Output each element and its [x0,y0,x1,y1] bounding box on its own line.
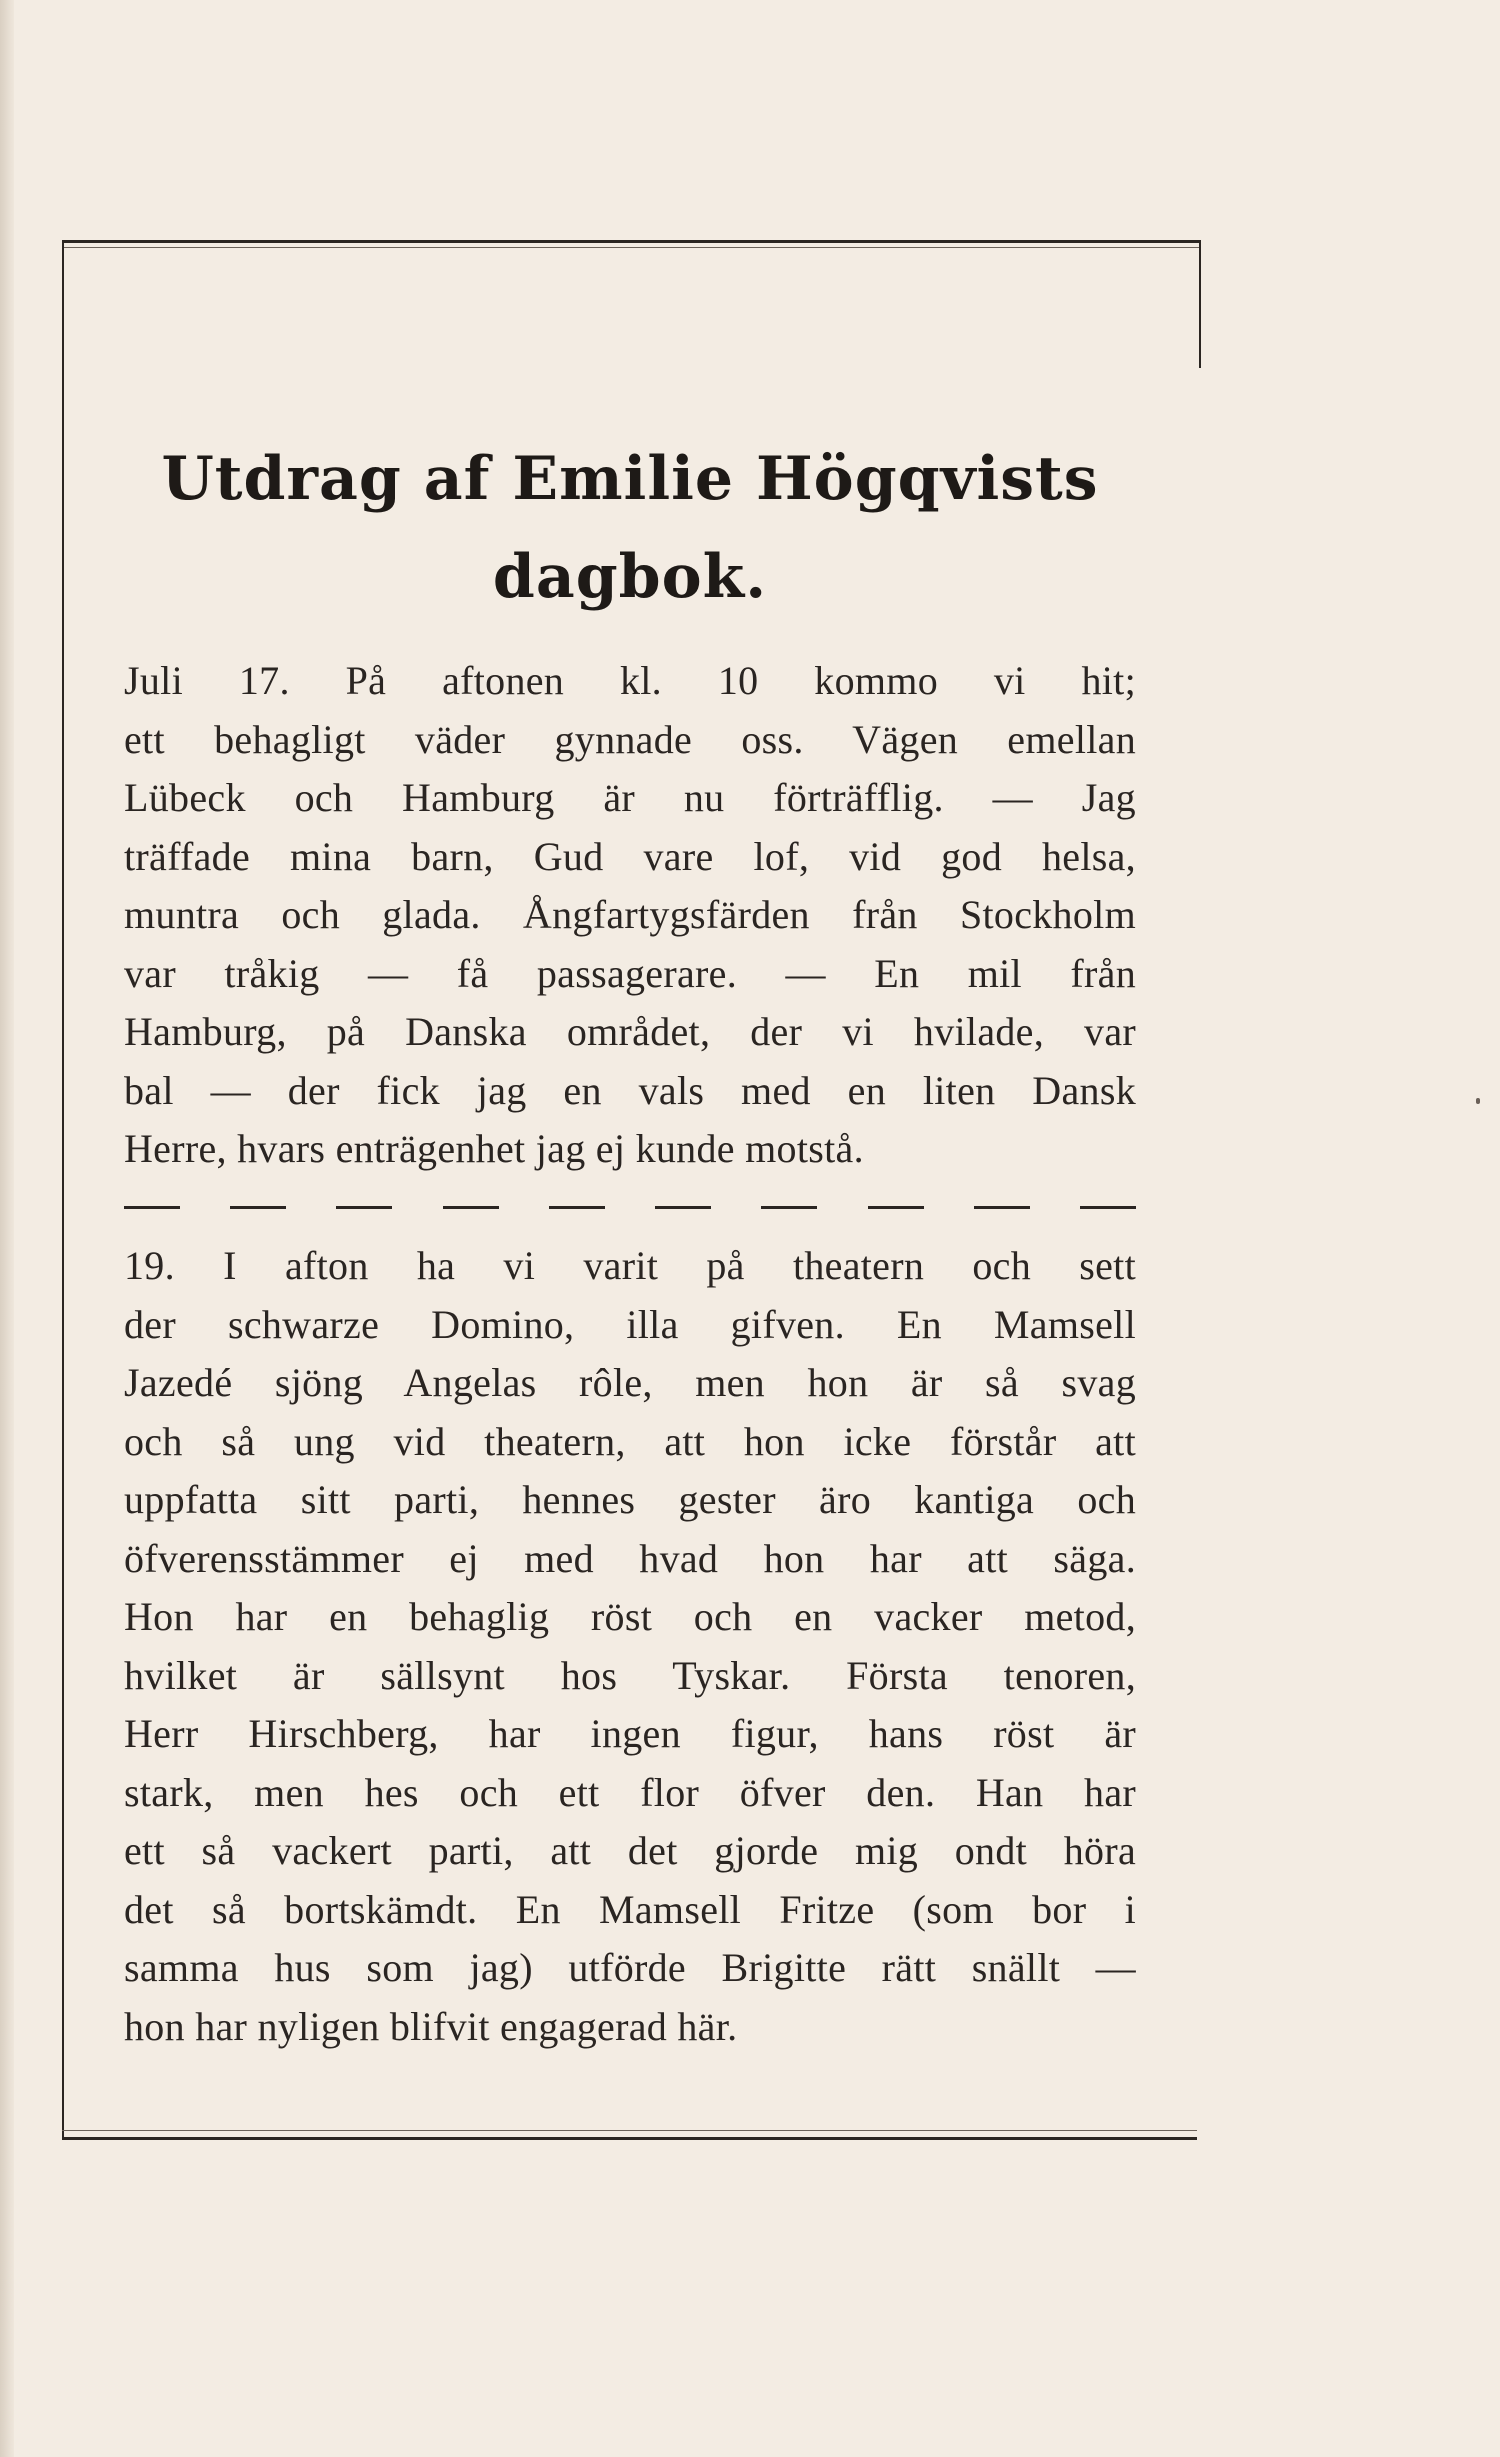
separator-dash [974,1206,1030,1209]
text-line: och så ung vid theatern, att hon icke förstår att [124,1418,1136,1464]
text-line: Herr Hirschberg, har ingen figur, hans röst är [124,1711,1136,1756]
text-line: ett så vackert parti, att det gjorde mig ondt höra [124,1828,1136,1873]
text-line: uppfatta sitt parti, hennes gester äro kantiga och [124,1477,1136,1522]
separator-dash [761,1206,817,1209]
text-line: Herre, hvars enträgenhet jag ej kunde motstå. [124,1126,864,1171]
diary-entry-19 [124,1237,1136,2056]
text-line: var tråkig — få passagerare. — En mil från [124,950,1136,996]
text-line: ett behagligt väder gynnade oss. Vägen emellan [124,716,1136,762]
title-line-1: Utdrag af Emilie Högqvists [161,444,1099,514]
title-line-2: dagbok. [492,542,768,612]
text-line: det så bortskämdt. En Mamsell Fritze (som bor i [124,1886,1136,1932]
separator-dash [336,1206,392,1209]
separator-dash [655,1206,711,1209]
text-line: der schwarze Domino, illa gifven. En Mamsell [124,1301,1136,1347]
text-line: 19. I afton ha vi varit på theatern och sett [124,1243,1136,1288]
text-line: Hon har en behaglig röst och en vacker metod, [124,1594,1136,1639]
separator-dash [230,1206,286,1209]
separator-dash [868,1206,924,1209]
text-line: stark, men hes och ett flor öfver den. Han har [124,1769,1136,1815]
text-line: Hamburg, på Danska området, der vi hvilade, var [124,1009,1136,1054]
text-line: Lübeck och Hamburg är nu förträfflig. — Jag [124,775,1136,820]
frame-bottom-rule [62,2137,1197,2140]
diary-text [124,652,1136,2056]
frame-top-thin-rule [64,247,1200,248]
frame-bottom-thin-rule [62,2130,1197,2131]
separator-dash [124,1206,180,1209]
text-line: samma hus som jag) utförde Brigitte rätt snällt — [124,1945,1136,1990]
page-title [120,430,1140,626]
frame-left-rule [62,240,64,2138]
frame-right-rule [1199,240,1201,368]
separator-dash [1080,1206,1136,1209]
section-separator [124,1179,1136,1238]
text-line: hvilket är sällsynt hos Tyskar. Första tenoren, [124,1652,1136,1698]
text-line: Jazedé sjöng Angelas rôle, men hon är så svag [124,1360,1136,1405]
page-edge [0,0,14,2457]
ink-speck [1476,1098,1480,1104]
text-line: muntra och glada. Ångfartygsfärden från Stockholm [124,892,1136,937]
frame-top-rule [64,240,1200,243]
text-line: öfverensstämmer ej med hvad hon har att säga. [124,1535,1136,1581]
separator-dash [549,1206,605,1209]
text-line: bal — der fick jag en vals med en liten Dansk [124,1067,1136,1113]
diary-entry-july-17 [124,652,1136,1179]
text-line: hon har nyligen blifvit engagerad här. [124,2003,738,2049]
text-line: Juli 17. På aftonen kl. 10 kommo vi hit; [124,658,1136,703]
text-line: träffade mina barn, Gud vare lof, vid god helsa, [124,833,1136,879]
separator-dash [443,1206,499,1209]
